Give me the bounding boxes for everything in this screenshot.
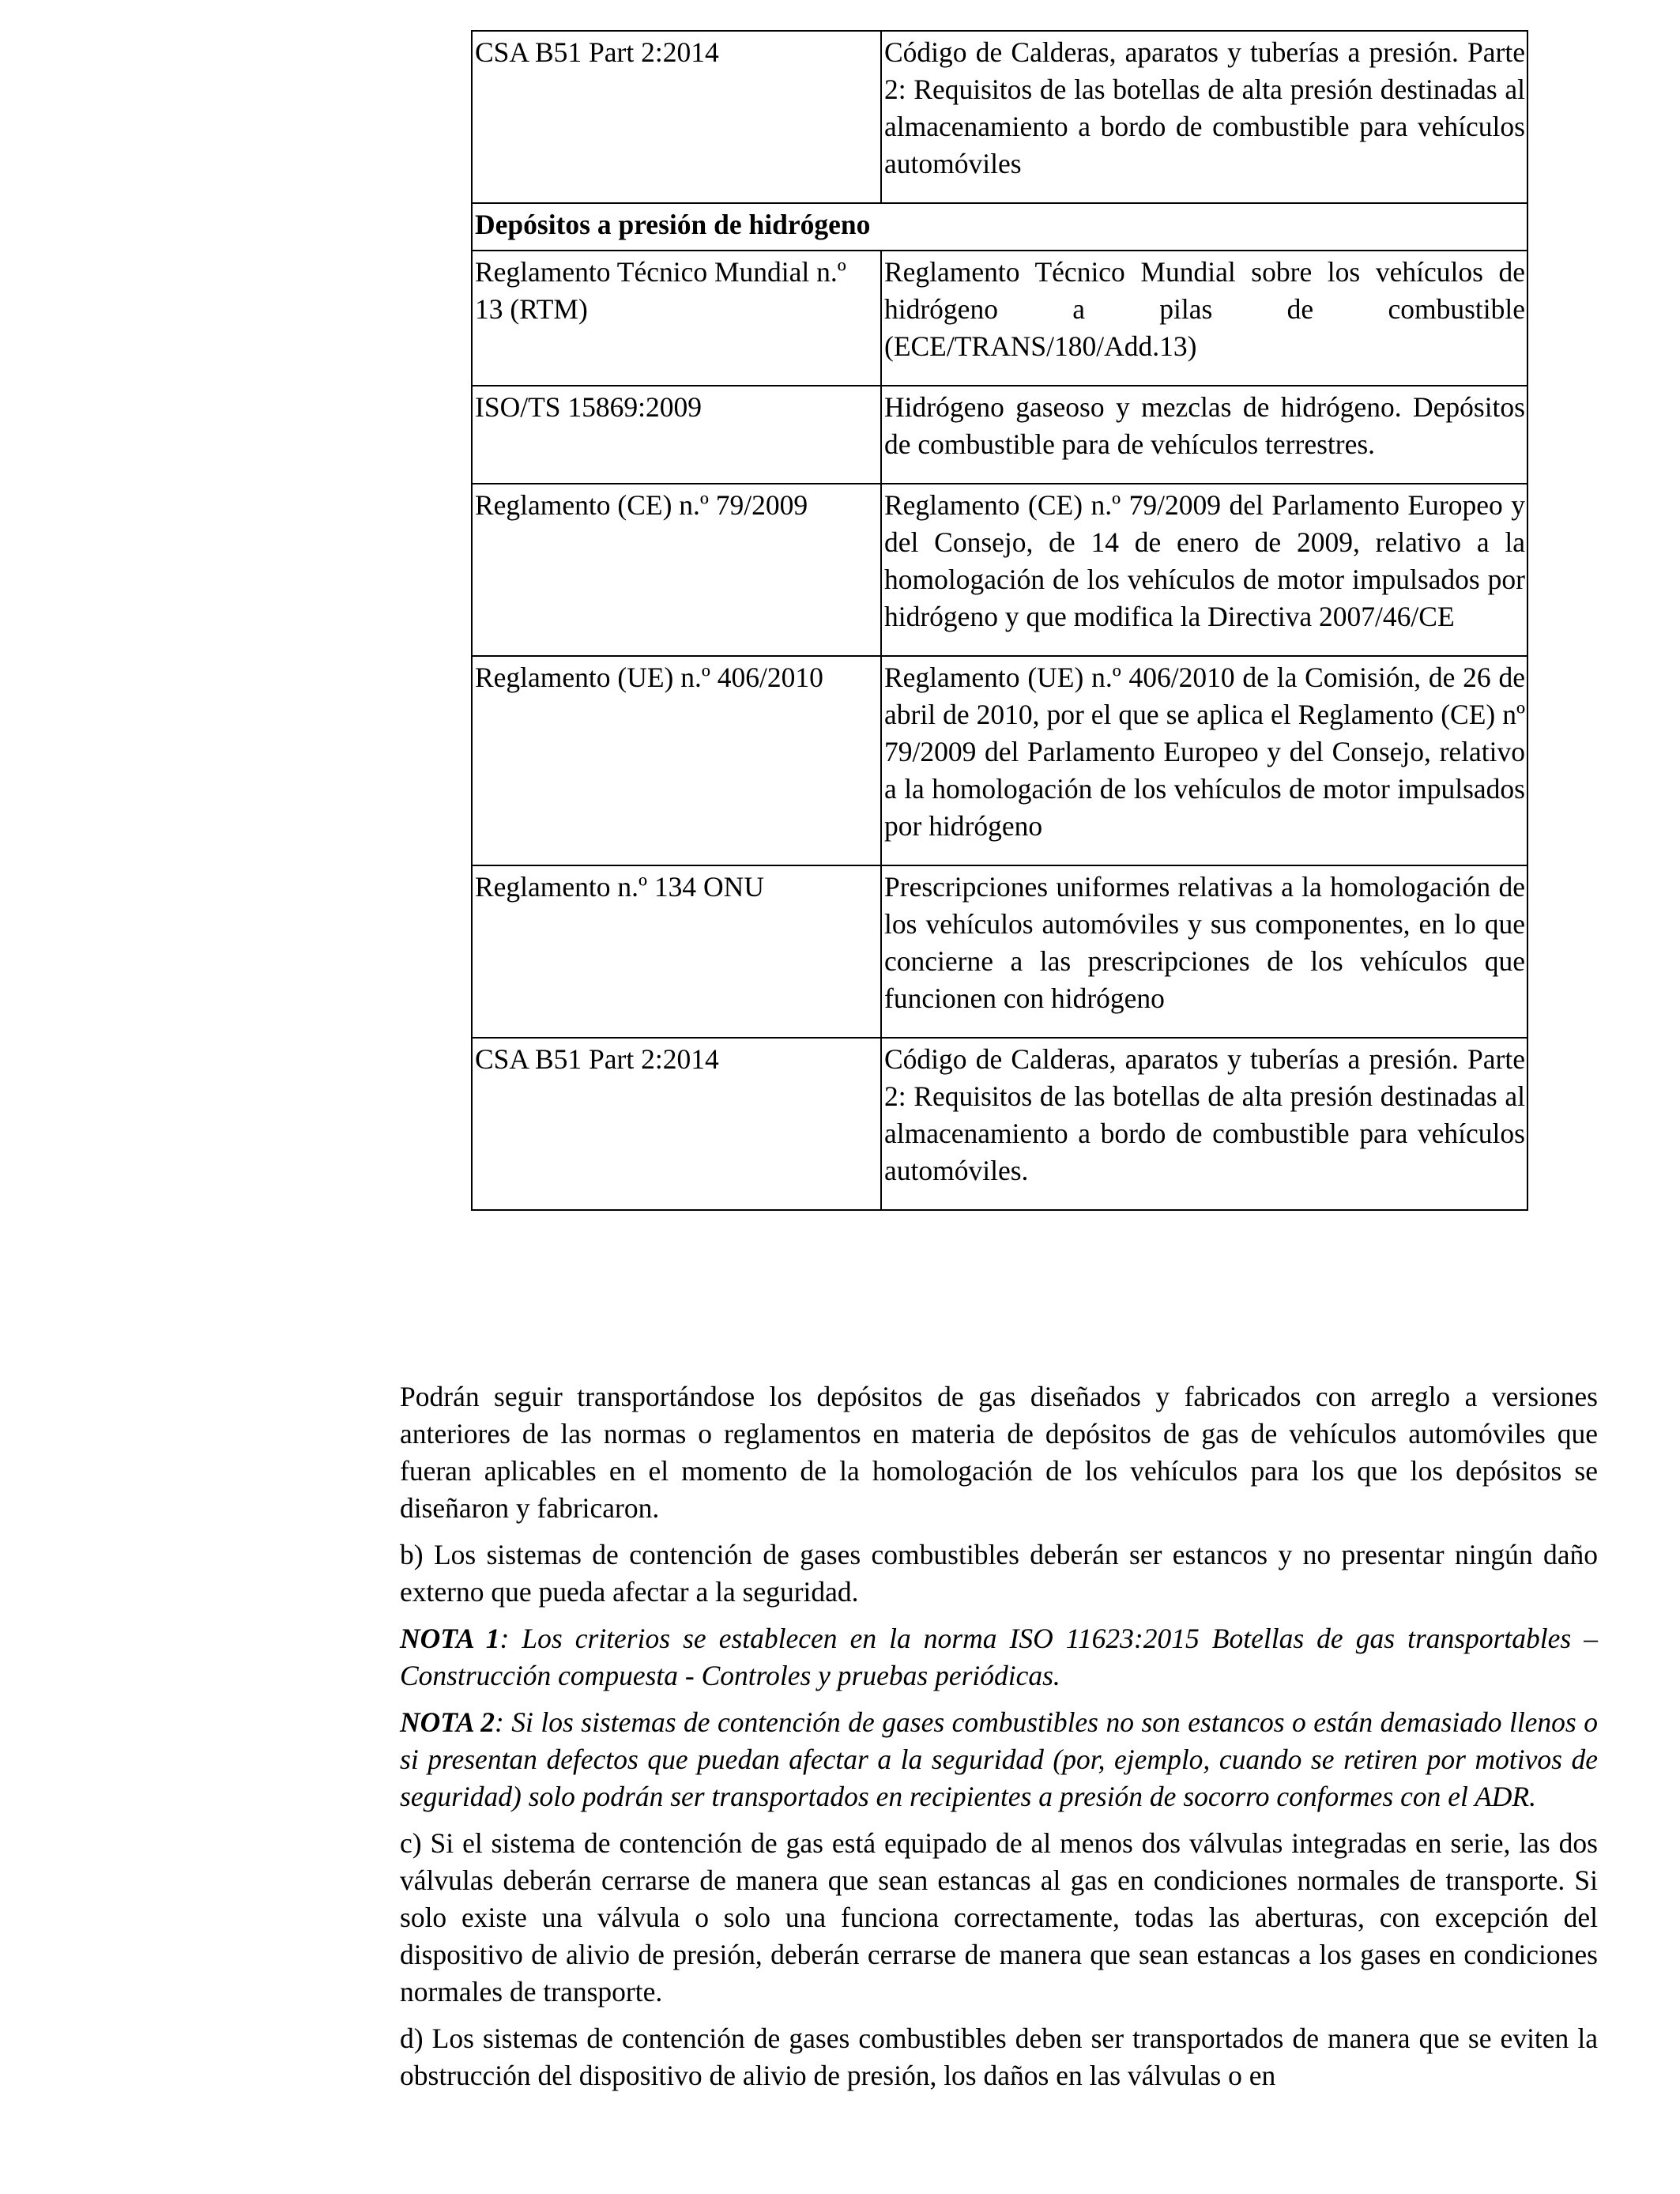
standard-description: Hidrógeno gaseoso y mezclas de hidrógeno. Depósitos de combustible para de vehículos terrestres. bbox=[881, 386, 1527, 484]
standard-reference: CSA B51 Part 2:2014 bbox=[472, 31, 881, 203]
standard-description: Prescripciones uniformes relativas a la homologación de los vehículos automóviles y sus componentes, en lo que concierne a las prescripciones de los vehículos que funcionen con hidrógeno bbox=[881, 865, 1527, 1038]
paragraph-b: b) Los sistemas de contención de gases combustibles deberán ser estancos y no presentar ningún daño externo que pueda afectar a la seguridad. bbox=[400, 1539, 1598, 1608]
standard-description: Reglamento Técnico Mundial sobre los vehículos de hidrógeno a pilas de combustible (ECE/TRANS/180/Add.13) bbox=[881, 251, 1527, 386]
table-row bbox=[472, 484, 1527, 656]
note-2-label: NOTA 2 bbox=[400, 1706, 495, 1738]
section-heading: Depósitos a presión de hidrógeno bbox=[472, 203, 1527, 251]
paragraph-d: d) Los sistemas de contención de gases combustibles deben ser transportados de manera que se eviten la obstrucción del dispositivo de alivio de presión, los daños en las válvulas o en bbox=[400, 2022, 1598, 2091]
standard-description: Código de Calderas, aparatos y tuberías a presión. Parte 2: Requisitos de las botellas de alta presión destinadas al almacenamiento a bordo de combustible para vehículos automóviles bbox=[881, 31, 1527, 203]
table-row bbox=[472, 1038, 1527, 1210]
standard-reference: CSA B51 Part 2:2014 bbox=[472, 1038, 881, 1210]
standard-description: Código de Calderas, aparatos y tuberías a presión. Parte 2: Requisitos de las botellas de alta presión destinadas al almacenamiento a bordo de combustible para vehículos automóviles. bbox=[881, 1038, 1527, 1210]
note-1-label: NOTA 1 bbox=[400, 1623, 500, 1654]
table-row bbox=[472, 31, 1527, 203]
table-section-row bbox=[472, 203, 1527, 251]
standards-table bbox=[471, 30, 1528, 1211]
note-2-text: : Si los sistemas de contención de gases combustibles no son estancos o están demasiado llenos o si presentan defectos que puedan afectar a la seguridad (por, ejemplo, cuando se retiren por motivos de seguridad) solo podrán ser transportados en recipientes a presión de socorro conformes con el ADR. bbox=[400, 1706, 1598, 1812]
table-row bbox=[472, 656, 1527, 865]
standard-description: Reglamento (CE) n.º 79/2009 del Parlamento Europeo y del Consejo, de 14 de enero de 2009, relativo a la homologación de los vehículos de motor impulsados por hidrógeno y que modifica la Directiva 2007/46/CE bbox=[881, 484, 1527, 656]
standard-reference: Reglamento n.º 134 ONU bbox=[472, 865, 881, 1038]
note-1-text: : Los criterios se establecen en la norma ISO 11623:2015 Botellas de gas transportables – Construcción compuesta - Controles y pruebas periódicas. bbox=[400, 1623, 1598, 1691]
standard-reference: Reglamento (UE) n.º 406/2010 bbox=[472, 656, 881, 865]
note-2 bbox=[400, 1704, 1598, 1815]
body-text bbox=[400, 1378, 1598, 2104]
paragraph-c: c) Si el sistema de contención de gas está equipado de al menos dos válvulas integradas en serie, las dos válvulas deberán cerrarse de manera que sean estancas al gas en condiciones normales de transporte. Si solo existe una válvula o solo una funciona correctamente, todas las aberturas, con excepción del dispositivo de alivio de presión, deberán cerrarse de manera que sean estancas a los gases en condiciones normales de transporte. bbox=[400, 1827, 1598, 2007]
intro-paragraph: Podrán seguir transportándose los depósitos de gas diseñados y fabricados con arreglo a versiones anteriores de las normas o reglamentos en materia de depósitos de gas de vehículos automóviles que fueran aplicables en el momento de la homologación de los vehículos para los que los depósitos se diseñaron y fabricaron. bbox=[400, 1381, 1598, 1524]
standard-reference: ISO/TS 15869:2009 bbox=[472, 386, 881, 484]
table-row bbox=[472, 865, 1527, 1038]
note-1 bbox=[400, 1620, 1598, 1695]
standard-reference: Reglamento (CE) n.º 79/2009 bbox=[472, 484, 881, 656]
table-row bbox=[472, 251, 1527, 386]
table-row bbox=[472, 386, 1527, 484]
standard-description: Reglamento (UE) n.º 406/2010 de la Comisión, de 26 de abril de 2010, por el que se aplica el Reglamento (CE) nº 79/2009 del Parlamento Europeo y del Consejo, relativo a la homologación de los vehículos de motor impulsados por hidrógeno bbox=[881, 656, 1527, 865]
standard-reference: Reglamento Técnico Mundial n.º 13 (RTM) bbox=[472, 251, 881, 386]
